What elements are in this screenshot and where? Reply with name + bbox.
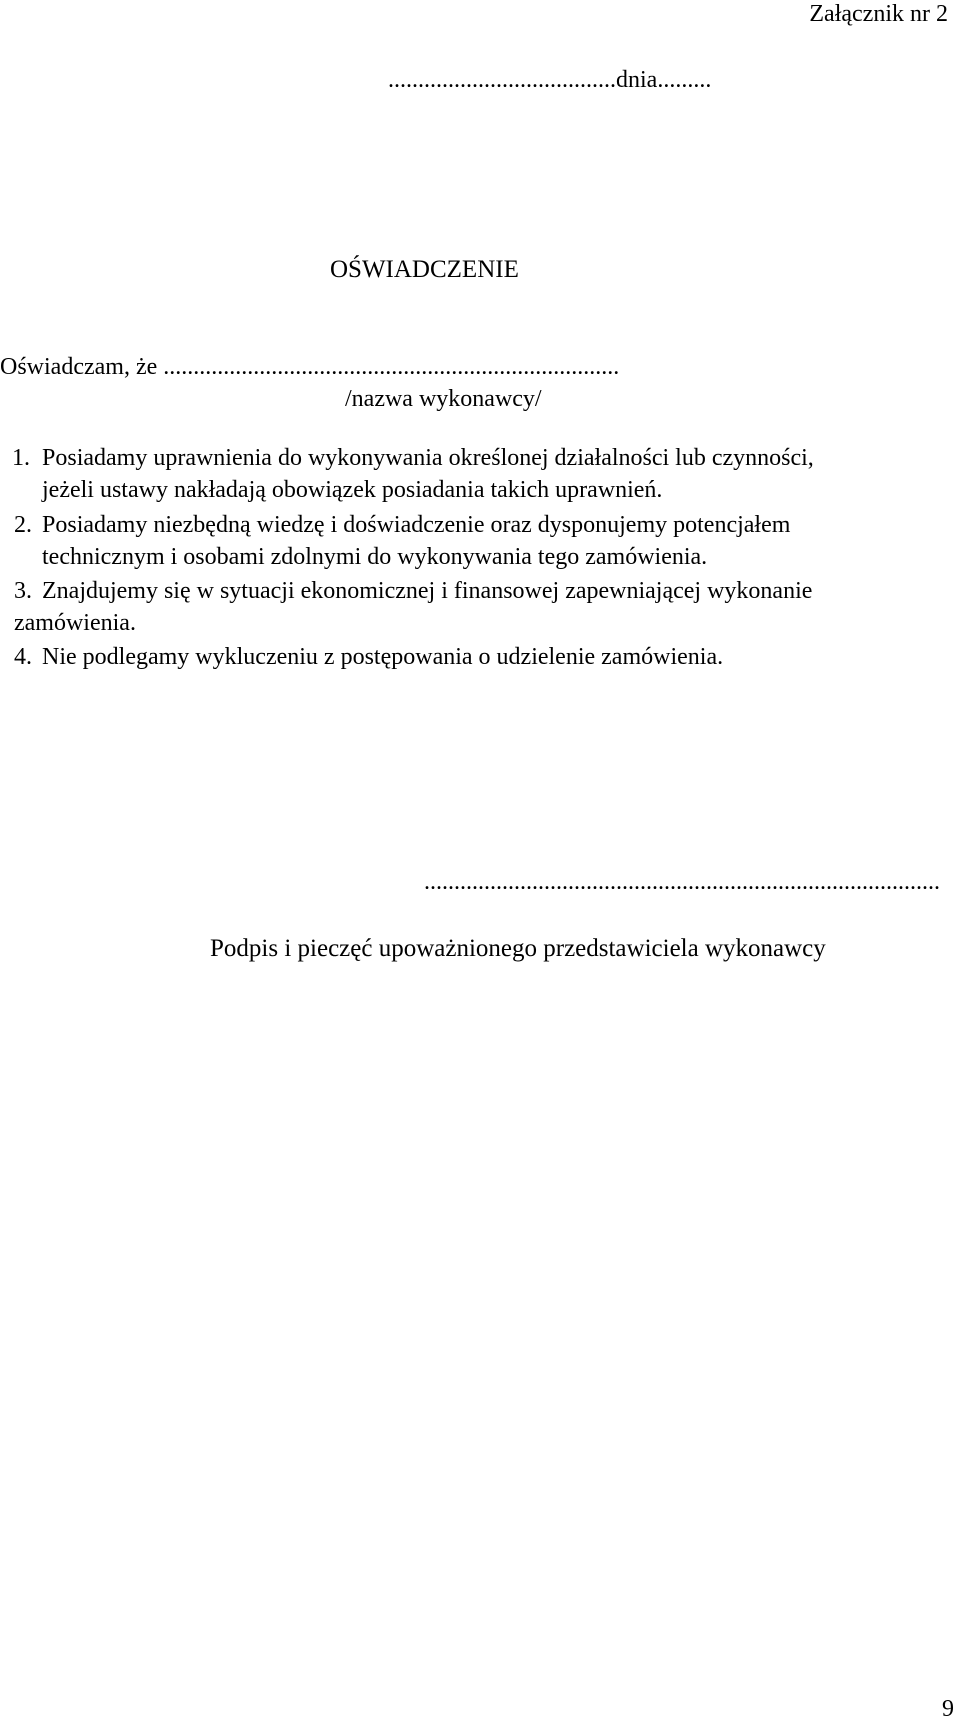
contractor-name-caption: /nazwa wykonawcy/ bbox=[345, 386, 542, 412]
document-title: OŚWIADCZENIE bbox=[330, 256, 519, 283]
statement-number: 4. bbox=[14, 644, 32, 670]
page-number: 9 bbox=[942, 1696, 954, 1722]
statement-number: 2. bbox=[14, 512, 32, 538]
signature-caption: Podpis i pieczęć upoważnionego przedstawiciela wykonawcy bbox=[210, 935, 826, 962]
statement-line: technicznym i osobami zdolnymi do wykonywania tego zamówienia. bbox=[42, 544, 708, 570]
statement-line: Nie podlegamy wykluczeniu z postępowania o udzielenie zamówienia. bbox=[42, 644, 724, 670]
statement-line: zamówienia. bbox=[14, 610, 136, 636]
statement-line: Posiadamy niezbędną wiedzę i doświadczenie oraz dysponujemy potencjałem bbox=[42, 512, 791, 538]
declaration-lead: Oświadczam, że ............................................................................ bbox=[0, 354, 620, 380]
date-line: ......................................dnia......... bbox=[388, 67, 712, 93]
statement-number: 1. bbox=[12, 445, 30, 471]
statement-line: Posiadamy uprawnienia do wykonywania określonej działalności lub czynności, bbox=[42, 445, 814, 471]
signature-line: ...................................................................................... bbox=[424, 869, 940, 895]
attachment-label: Załącznik nr 2 bbox=[809, 1, 948, 27]
statement-line: Znajdujemy się w sytuacji ekonomicznej i finansowej zapewniającej wykonanie bbox=[42, 578, 813, 604]
statement-number: 3. bbox=[14, 578, 32, 604]
statement-line: jeżeli ustawy nakładają obowiązek posiadania takich uprawnień. bbox=[42, 477, 663, 503]
